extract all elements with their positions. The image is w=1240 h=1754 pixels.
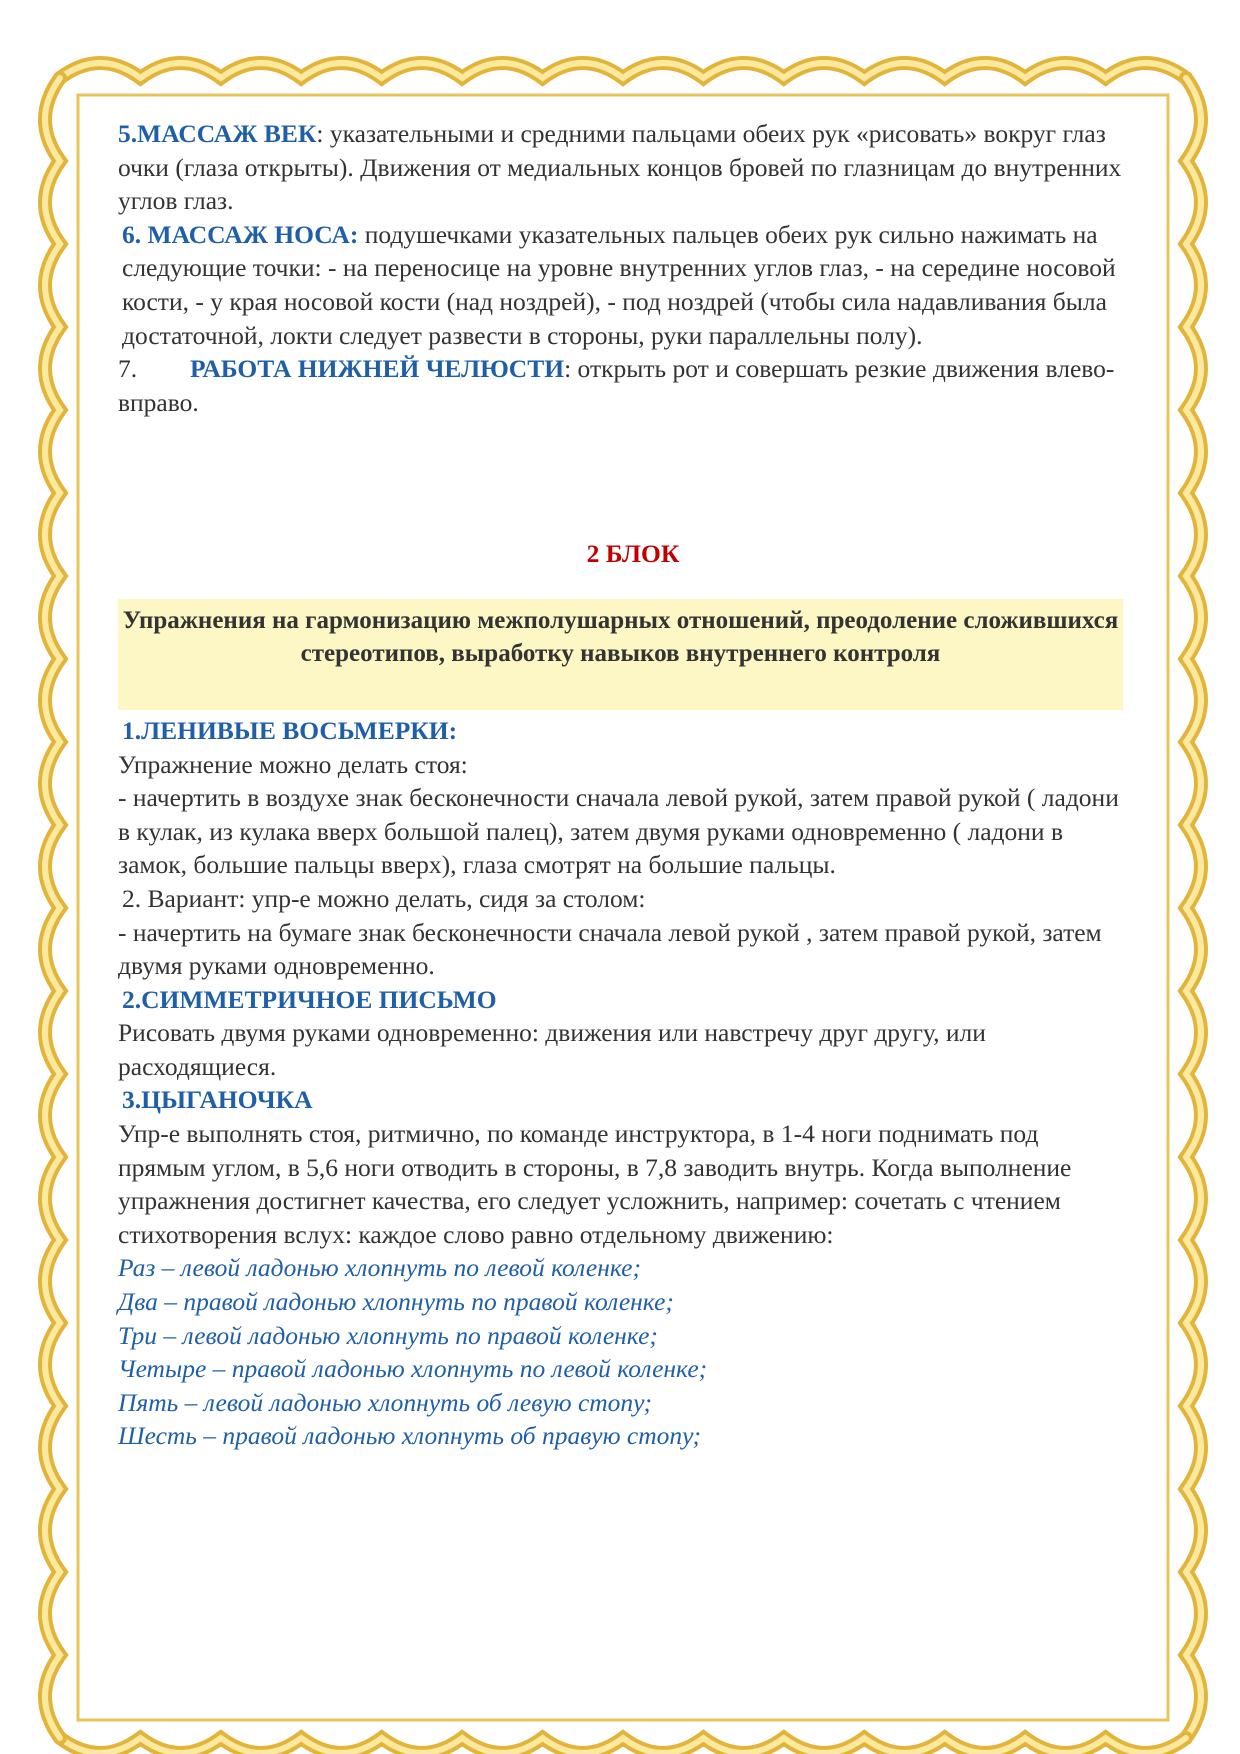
massage-nose-paragraph <box>118 218 1128 352</box>
lazy-eights-line-2: - начертить в воздухе знак бесконечности сначала левой рукой, затем правой рукой ( ладони в кулак, из кулака вверх большой палец), затем двумя руками одновременно ( ладони в замок, большие пальцы вверх), глаза смотрят на большие пальцы. <box>118 783 1119 880</box>
lazy-eights-line-4: - начертить на бумаге знак бесконечности сначала левой рукой , затем правой рукой, затем двумя руками одновременно. <box>118 917 1102 981</box>
block-2-banner: Упражнения на гармонизацию межполушарных отношений, преодоление сложившихся стереотипов, выработку навыков внутреннего контроля <box>118 599 1123 710</box>
massage-nose-text: подушечками указательных пальцев обеих рук сильно нажимать на следующие точки: - на переносице на уровне внутренних углов глаз, - на середине носовой кости, - у края носовой кости (над ноздрей), - под ноздрей (чтобы сила надавливания была достаточной, локти следует развести в стороны, руки параллельны полу). <box>122 219 1116 350</box>
verse-line: Шесть – правой ладонью хлопнуть об правую стопу; <box>118 1421 702 1451</box>
lower-jaw-number: 7. <box>118 354 138 384</box>
verse-line: Четыре – правой ладонью хлопнуть по левой коленке; <box>118 1354 708 1384</box>
symmetric-writing-text: Рисовать двумя руками одновременно: движения или навстречу друг другу, или расходящиеся. <box>118 1018 986 1081</box>
block-2-title: 2 БЛОК <box>586 539 680 569</box>
lower-jaw-paragraph <box>118 352 1128 419</box>
symmetric-writing-heading: 2.СИММЕТРИЧНОЕ ПИСЬМО <box>122 984 497 1014</box>
lower-jaw-heading: РАБОТА НИЖНЕЙ ЧЕЛЮСТИ <box>190 354 565 384</box>
gypsy-text: Упр-е выполнять стоя, ритмично, по команде инструктора, в 1-4 ноги поднимать под прямым углом, в 5,6 ноги отводить в стороны, в 7,8 заводить внутрь. Когда выполнение упражнения достигнет качества, его следует усложнить, например: сочетать с чтением стихотворения вслух: каждое слово равно отдельному движению: <box>118 1119 1072 1249</box>
lazy-eights-line-3: 2. Вариант: упр-е можно делать, сидя за столом: <box>122 883 646 913</box>
massage-eyelids-paragraph <box>118 117 1128 218</box>
page-content <box>118 117 1128 1453</box>
lower-jaw-text: : открыть рот и совершать резкие движения влево-вправо. <box>118 354 1115 417</box>
lazy-eights-line-1: Упражнение можно делать стоя: <box>118 749 468 779</box>
massage-eyelids-text: : указательными и средними пальцами обеих рук «рисовать» вокруг глаз очки (глаза открыты). Движения от медиальных концов бровей по глазницам до внутренних углов глаз. <box>118 119 1122 216</box>
verse-line: Два – правой ладонью хлопнуть по правой коленке; <box>118 1287 674 1317</box>
lazy-eights-heading: 1.ЛЕНИВЫЕ ВОСЬМЕРКИ: <box>122 715 458 745</box>
verse-line: Пять – левой ладонью хлопнуть об левую стопу; <box>118 1387 653 1417</box>
verse-line: Три – левой ладонью хлопнуть по правой коленке; <box>118 1320 658 1350</box>
massage-nose-heading: 6. МАССАЖ НОСА: <box>122 219 359 249</box>
verse-line: Раз – левой ладонью хлопнуть по левой коленке; <box>118 1253 641 1283</box>
massage-eyelids-heading: 5.МАССАЖ ВЕК <box>118 119 317 148</box>
gypsy-heading: 3.ЦЫГАНОЧКА <box>122 1085 313 1115</box>
